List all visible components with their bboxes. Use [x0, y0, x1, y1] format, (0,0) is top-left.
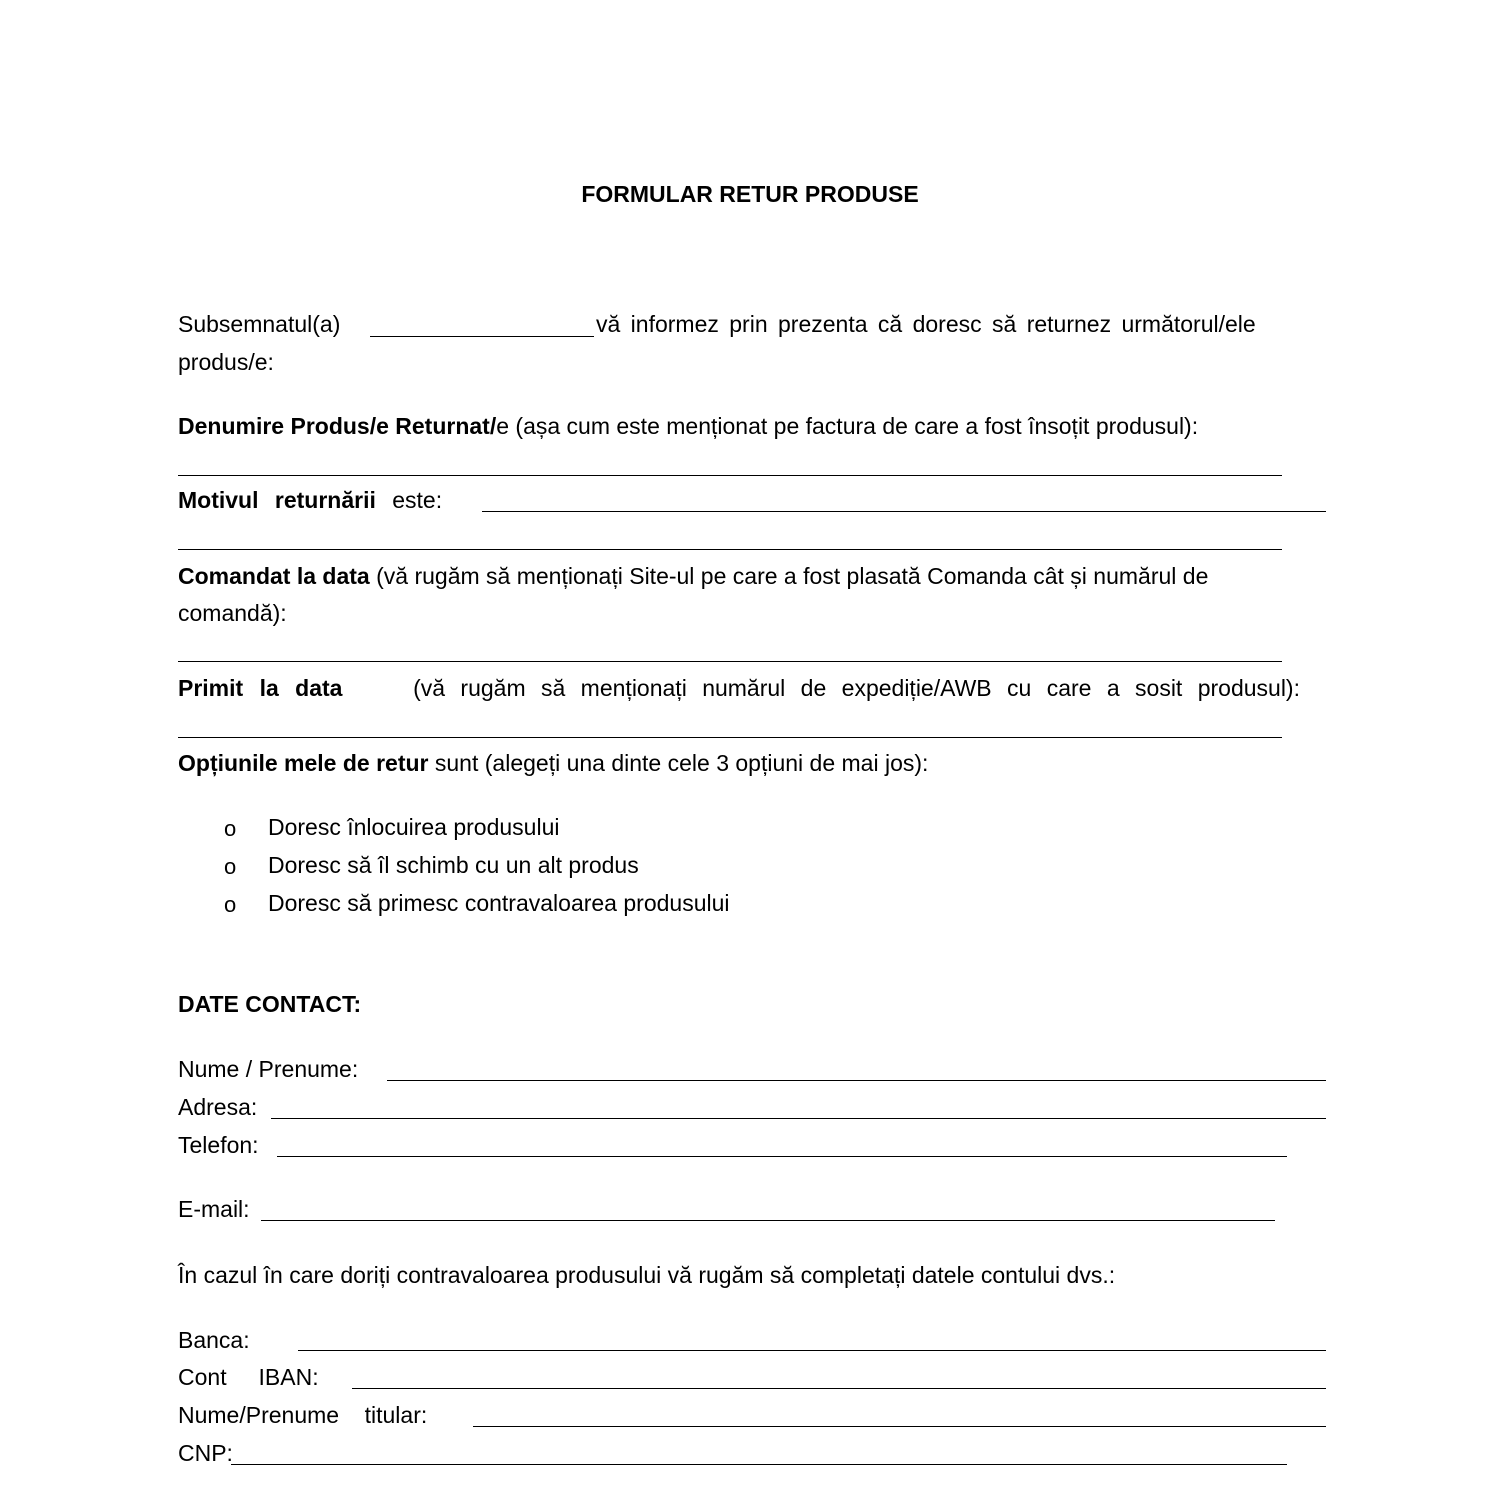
form-title: FORMULAR RETUR PRODUSE — [581, 181, 919, 207]
reason-field-line-2[interactable] — [178, 549, 1282, 550]
cnp-label: CNP: — [178, 1440, 233, 1466]
intro-text — [596, 310, 1310, 338]
received-text: (vă rugăm să menționați numărul de expediție/AWB cu care a sosit produsul): — [413, 675, 1300, 701]
reason-text: este: — [392, 487, 443, 513]
contact-phone-field[interactable] — [277, 1156, 1287, 1157]
options-text: sunt (alegeți una dinte cele 3 opțiuni de mai jos): — [434, 750, 929, 776]
option-bullet-icon[interactable]: o — [224, 892, 237, 917]
ordered-label: Comandat la data — [178, 563, 370, 589]
received-field[interactable] — [178, 737, 1282, 738]
contact-email-field[interactable] — [261, 1220, 1275, 1221]
product-name-field[interactable] — [178, 475, 1282, 476]
product-name-label: Denumire Produs/e Returnat/ — [178, 413, 497, 439]
iban-field[interactable] — [352, 1388, 1326, 1389]
holder-label: Nume/Prenume titular: — [178, 1402, 428, 1428]
cnp-field[interactable] — [231, 1464, 1287, 1465]
refund-note: În cazul în care doriți contravaloarea produsului vă rugăm să completați datele contului dvs.: — [178, 1262, 1116, 1288]
option-bullet-icon[interactable]: o — [224, 816, 237, 841]
intro-continuation: produs/e: — [178, 349, 274, 375]
option-replace[interactable]: Doresc înlocuirea produsului — [268, 814, 560, 840]
contact-name-field[interactable] — [387, 1080, 1326, 1081]
ordered-text: (vă rugăm să menționați Site-ul pe care a fost plasată Comanda cât și numărul de — [376, 563, 1209, 589]
options-label: Opțiunile mele de retur — [178, 750, 429, 776]
contact-email-label: E-mail: — [178, 1196, 250, 1222]
option-exchange[interactable]: Doresc să îl schimb cu un alt produs — [268, 852, 639, 878]
product-name-row — [178, 412, 1198, 440]
contact-name-label: Nume / Prenume: — [178, 1056, 359, 1082]
received-row — [178, 674, 1300, 702]
contact-address-label: Adresa: — [178, 1094, 258, 1120]
bank-field[interactable] — [298, 1350, 1326, 1351]
intro-text-content: vă informez prin prezenta că doresc să returnez următorul/ele — [596, 311, 1256, 337]
reason-field[interactable] — [482, 511, 1326, 512]
bank-label: Banca: — [178, 1327, 250, 1353]
received-label: Primit la data — [178, 675, 343, 701]
iban-label: Cont IBAN: — [178, 1364, 319, 1390]
contact-heading: DATE CONTACT: — [178, 991, 362, 1017]
ordered-continuation: comandă): — [178, 600, 287, 626]
reason-label: Motivul returnării — [178, 487, 376, 513]
holder-field[interactable] — [473, 1426, 1326, 1427]
option-bullet-icon[interactable]: o — [224, 854, 237, 879]
reason-row — [178, 486, 442, 514]
ordered-row — [178, 562, 1208, 590]
undersigned-name-field[interactable] — [370, 336, 594, 337]
ordered-field[interactable] — [178, 661, 1282, 662]
contact-address-field[interactable] — [271, 1118, 1326, 1119]
intro-label: Subsemnatul(a) — [178, 311, 341, 337]
product-name-text: e (așa cum este menționat pe factura de care a fost însoțit produsul): — [496, 413, 1199, 439]
options-row — [178, 749, 928, 777]
option-refund[interactable]: Doresc să primesc contravaloarea produsului — [268, 890, 730, 916]
contact-phone-label: Telefon: — [178, 1132, 259, 1158]
